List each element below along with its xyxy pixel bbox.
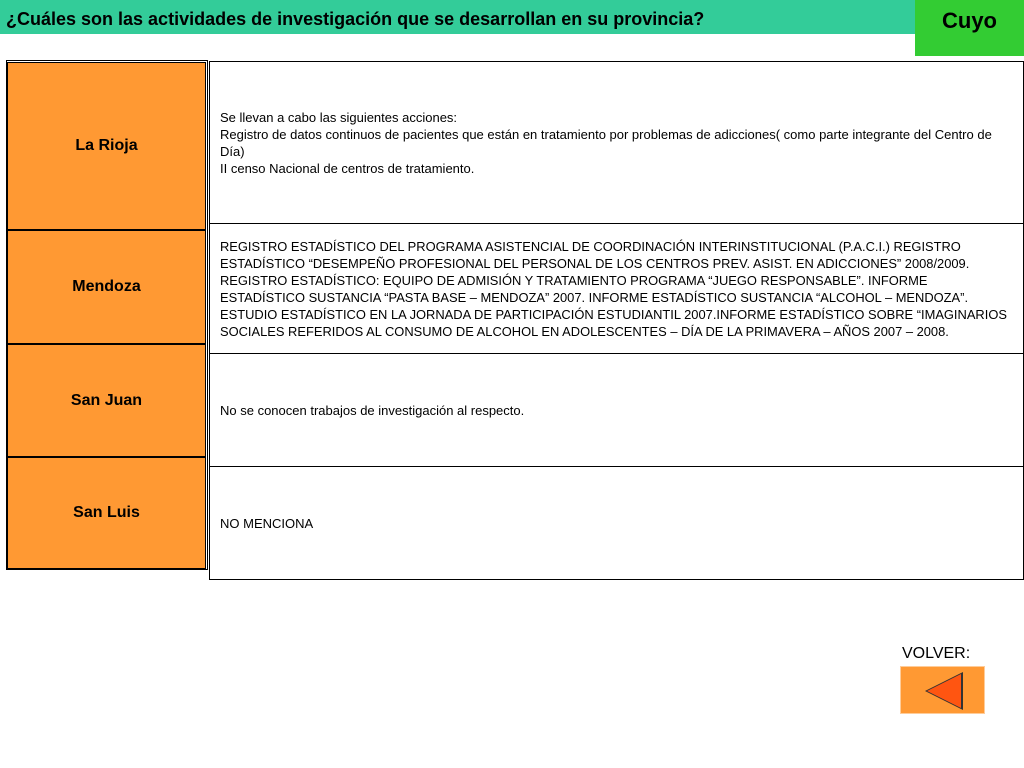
page-title: ¿Cuáles son las actividades de investigación que se desarrollan en su provincia? <box>6 9 705 29</box>
description-cell-mendoza <box>209 223 1024 354</box>
description-cell-san-luis <box>209 466 1024 580</box>
description-cell-la-rioja <box>209 61 1024 224</box>
province-label: San Juan <box>70 391 143 409</box>
province-cell-san-juan <box>7 344 206 457</box>
province-label: Mendoza <box>72 278 141 295</box>
description-text: REGISTRO ESTADÍSTICO DEL PROGRAMA ASISTENCIAL DE COORDINACIÓN INTERINSTITUCIONAL (P.A.C.I.) REGISTRO ESTADÍSTICO “DESEMPEÑO PROFESIONAL DEL PERSONAL DE LOS CENTROS PREV. ASIST. EN ADICCIONES” 2008/2009. REGISTRO ESTADÍSTICO: EQUIPO DE ADMISIÓN Y TRATAMIENTO PROGRAMA “JUEGO RESPONSABLE”. INFORME ESTADÍSTICO SUSTANCIA “PASTA BASE – MENDOZA” 2007. INFORME ESTADÍSTICO SUSTANCIA “ALCOHOL – MENDOZA”. ESTUDIO ESTADÍSTICO EN LA JORNADA DE PARTICIPACIÓN ESTUDIANTIL 2007.INFORME ESTADÍSTICO SOBRE “IMAGINARIOS SOCIALES REFERIDOS AL CONSUMO DE ALCOHOL EN ADOLESCENTES – DÍA DE LA PRIMAVERA – AÑOS 2007 – 2008. <box>220 238 1007 339</box>
region-label: Cuyo <box>942 8 997 33</box>
province-label: La Rioja <box>75 137 138 154</box>
province-label: San Luis <box>73 504 140 521</box>
description-text: No se conocen trabajos de investigación al respecto. <box>220 402 525 418</box>
left-triangle-arrow-icon <box>927 674 961 708</box>
province-cell-la-rioja <box>7 62 206 230</box>
description-cell-san-juan <box>209 353 1024 467</box>
description-text: NO MENCIONA <box>220 515 314 531</box>
province-cell-mendoza <box>7 230 206 344</box>
title-bar <box>0 0 915 34</box>
back-label: VOLVER: <box>902 645 971 662</box>
region-badge <box>915 0 1024 56</box>
province-cell-san-luis <box>7 457 206 569</box>
description-text: Se llevan a cabo las siguientes acciones: Registro de datos continuos de pacientes que están en tratamiento por problemas de adicciones( como parte integrante del Centro de Día) II censo Nacional de centros de tratamiento. <box>220 109 992 176</box>
back-button[interactable] <box>900 666 985 714</box>
